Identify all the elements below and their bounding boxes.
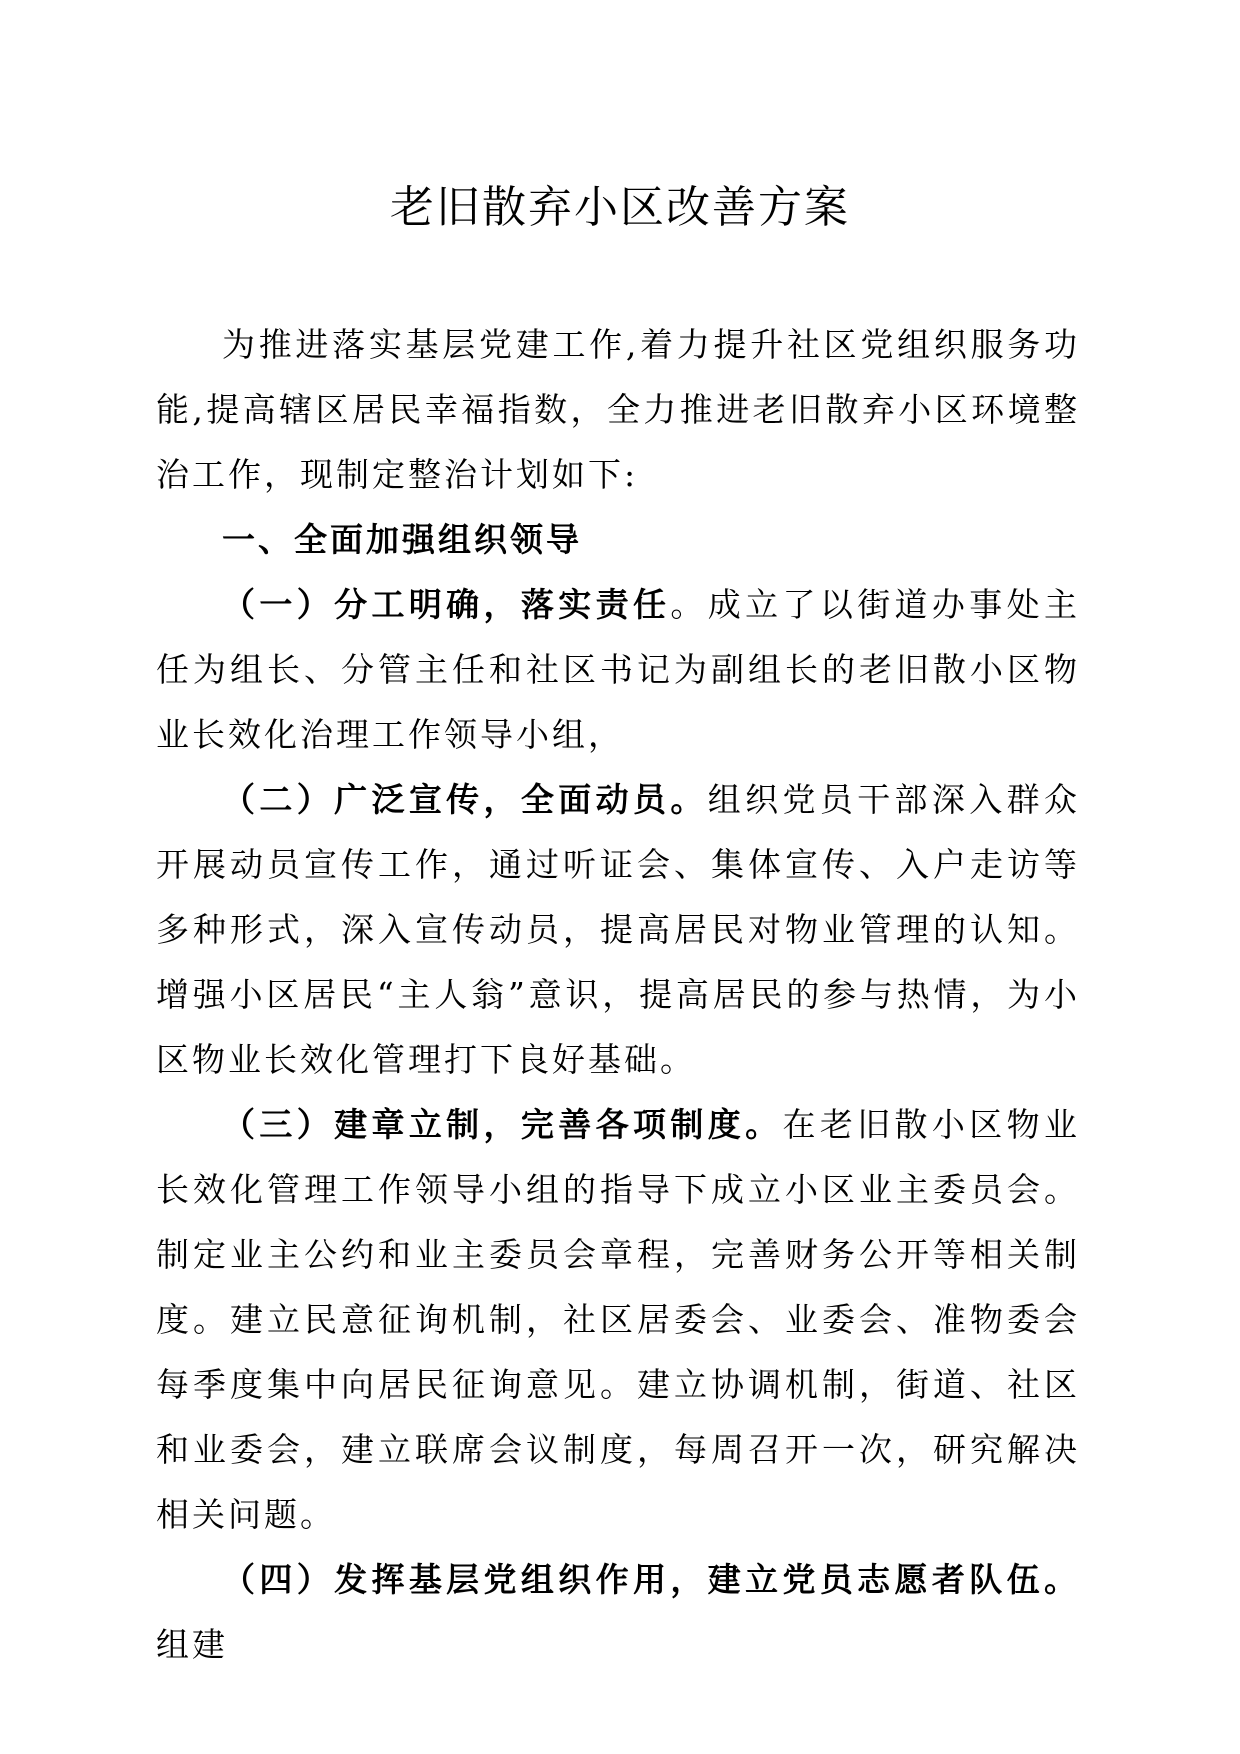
intro-paragraph: 为推进落实基层党建工作,着力提升社区党组织服务功能,提高辖区居民幸福指数，全力推进老旧散弃小区环境整治工作，现制定整治计划如下: xyxy=(156,325,1080,494)
paragraph-item-3 xyxy=(156,1092,1080,1547)
item-lead: （一）分工明确，落实责任 xyxy=(222,585,671,624)
item-text: 。成立了以街道办事处主任为组长、分管主任和社区书记为副组长的老旧散小区物业长效化治理工作领导小组， xyxy=(156,585,1081,754)
item-lead: （三）建章立制，完善各项制度。 xyxy=(222,1105,783,1144)
paragraph-item-2 xyxy=(156,767,1080,1092)
item-text: 组建 xyxy=(156,1625,228,1664)
item-text: 组织党员干部深入群众开展动员宣传工作，通过听证会、集体宣传、入户走访等多种形式，深入宣传动员，提高居民对物业管理的认知。增强小区居民“主人翁”意识，提高居民的参与热情，为小区物业长效化管理打下良好基础。 xyxy=(156,780,1081,1079)
item-lead: （四）发挥基层党组织作用，建立党员志愿者队伍。 xyxy=(222,1560,1080,1599)
section-heading: 一、全面加强组织领导 xyxy=(222,520,582,559)
item-lead: （二）广泛宣传，全面动员。 xyxy=(222,780,708,819)
paragraph-item-1 xyxy=(156,572,1080,767)
item-text: 在老旧散小区物业长效化管理工作领导小组的指导下成立小区业主委员会。制定业主公约和业主委员会章程，完善财务公开等相关制度。建立民意征询机制，社区居委会、业委会、准物委会每季度集中向居民征询意见。建立协调机制，街道、社区和业委会，建立联席会议制度，每周召开一次，研究解决相关问题。 xyxy=(156,1105,1081,1534)
document-title: 老旧散弃小区改善方案 xyxy=(390,182,850,233)
document-body xyxy=(156,312,1080,1677)
paragraph-item-4 xyxy=(156,1547,1080,1677)
